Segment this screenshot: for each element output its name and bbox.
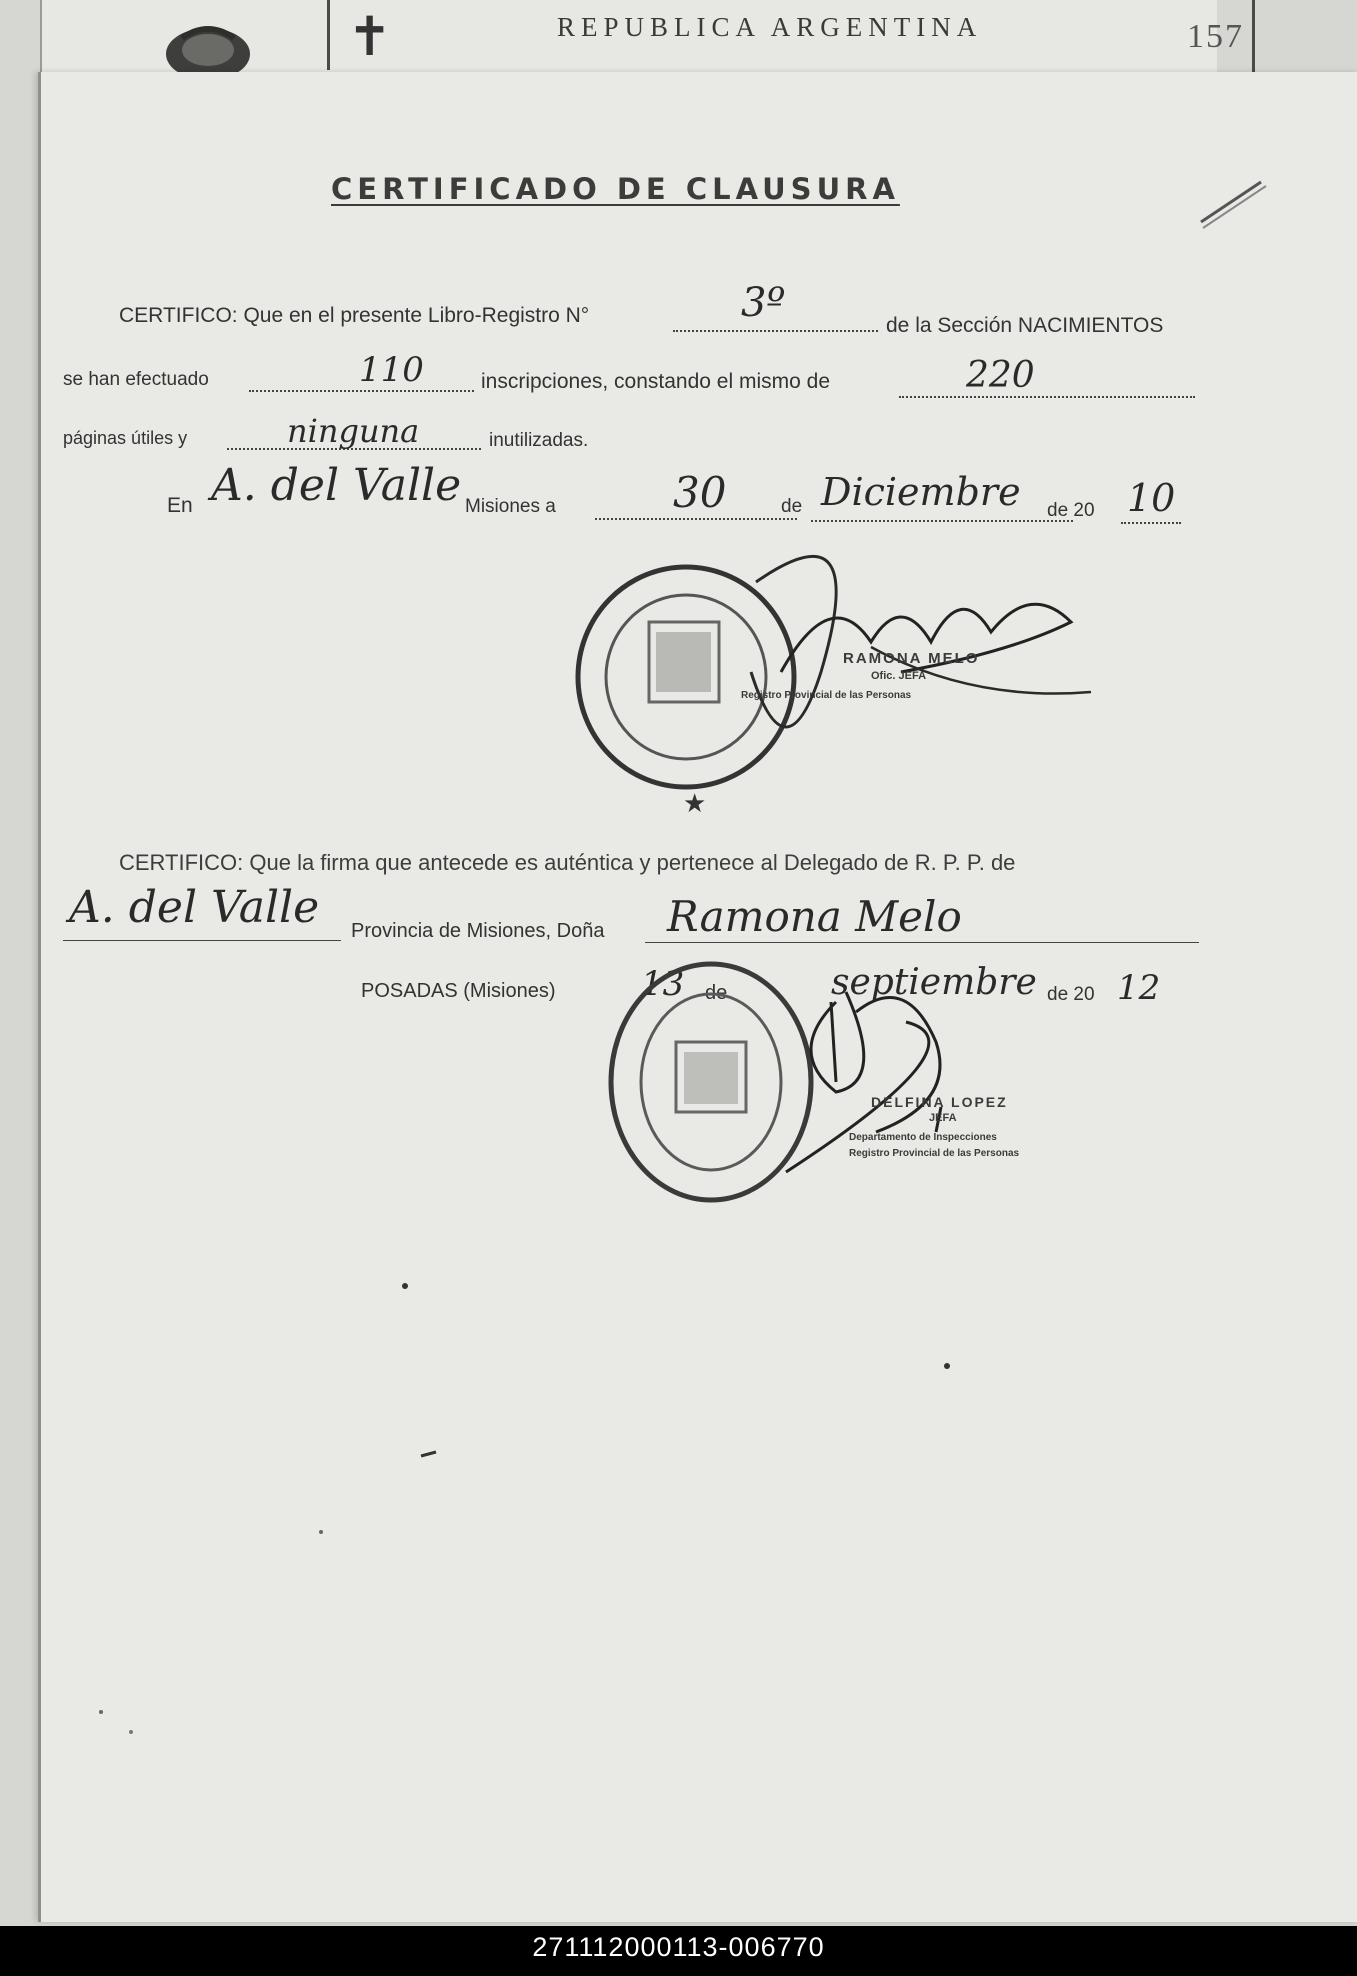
en-label: En xyxy=(167,494,193,517)
section1-line1-suffix: de la Sección NACIMIENTOS xyxy=(886,314,1164,337)
section2-line1: CERTIFICO: Que la firma que antecede es auténtica y pertenece al Delegado de R. P. P. de xyxy=(119,850,1016,875)
nombre-handwritten: Ramona Melo xyxy=(667,892,962,941)
inscripciones-handwritten: 110 xyxy=(359,350,424,390)
republic-heading: REPUBLICA ARGENTINA xyxy=(557,12,983,42)
inutilizadas-handwritten: ninguna xyxy=(287,412,420,450)
dia-handwritten: 30 xyxy=(673,468,727,517)
signature2-name: DELFINA LOPEZ xyxy=(871,1094,1008,1110)
section2-line2-middle: Provincia de Misiones, Doña xyxy=(351,920,605,942)
lugar-handwritten: A. del Valle xyxy=(211,460,462,511)
anio2-handwritten: 12 xyxy=(1117,968,1161,1008)
dia2-handwritten: 13 xyxy=(641,964,685,1004)
inscripciones-dotline xyxy=(249,390,474,392)
folio-number: 157 xyxy=(1187,18,1244,55)
signature1-name: RAMONA MELO xyxy=(843,650,980,667)
signature1-office: Registro Provincial de las Personas xyxy=(741,690,912,701)
section1-line3-prefix: páginas útiles y xyxy=(63,428,188,448)
de-label: de xyxy=(781,496,803,517)
de2-label: de xyxy=(705,982,728,1004)
libro-number-dotline xyxy=(673,330,878,332)
coat-of-arms-icon xyxy=(162,20,254,80)
signature2-office: Registro Provincial de las Personas xyxy=(849,1148,1020,1159)
section1-line1-prefix: CERTIFICO: Que en el presente Libro-Registro N° xyxy=(119,304,590,327)
signature2-dept: Departamento de Inspecciones xyxy=(849,1132,997,1143)
anio-prefix-label: de 20 xyxy=(1047,500,1095,521)
anio-handwritten: 10 xyxy=(1127,476,1176,520)
paginas-dotline xyxy=(899,396,1195,398)
anio2-prefix-label: de 20 xyxy=(1047,984,1095,1005)
mes-handwritten: Diciembre xyxy=(821,470,1021,514)
image-id-bar xyxy=(0,1926,1357,1976)
misiones-a-label: Misiones a xyxy=(465,496,556,517)
register-margin-rule xyxy=(1252,0,1255,75)
dia-dotline xyxy=(595,518,797,520)
register-column-rule xyxy=(327,0,330,70)
certificate-title: CERTIFICADO DE CLAUSURA xyxy=(331,172,900,206)
anio-dotline xyxy=(1121,522,1181,524)
paginas-handwritten: 220 xyxy=(966,355,1035,396)
svg-text:★: ★ xyxy=(683,789,707,819)
lugar2-line xyxy=(63,940,341,941)
cross-mark: ✝ xyxy=(347,5,393,68)
section1-line3-suffix: inutilizadas. xyxy=(489,430,589,451)
lugar2-handwritten: A. del Valle xyxy=(69,882,320,933)
posadas-label: POSADAS (Misiones) xyxy=(361,980,556,1002)
libro-number-handwritten: 3º xyxy=(741,280,786,326)
ministry-seal-2 xyxy=(606,932,1066,1212)
section1-line2-middle: inscripciones, constando el mismo de xyxy=(481,370,831,393)
section1-line2-prefix: se han efectuado xyxy=(63,369,209,390)
signature2-role: JEFA xyxy=(929,1112,957,1124)
signature1-role: Ofic. JEFA xyxy=(871,670,927,682)
certificate-sheet xyxy=(38,72,1357,1922)
mes2-handwritten: septiembre xyxy=(831,962,1037,1003)
image-id-text: 271112000113-006770 xyxy=(532,1932,825,1962)
